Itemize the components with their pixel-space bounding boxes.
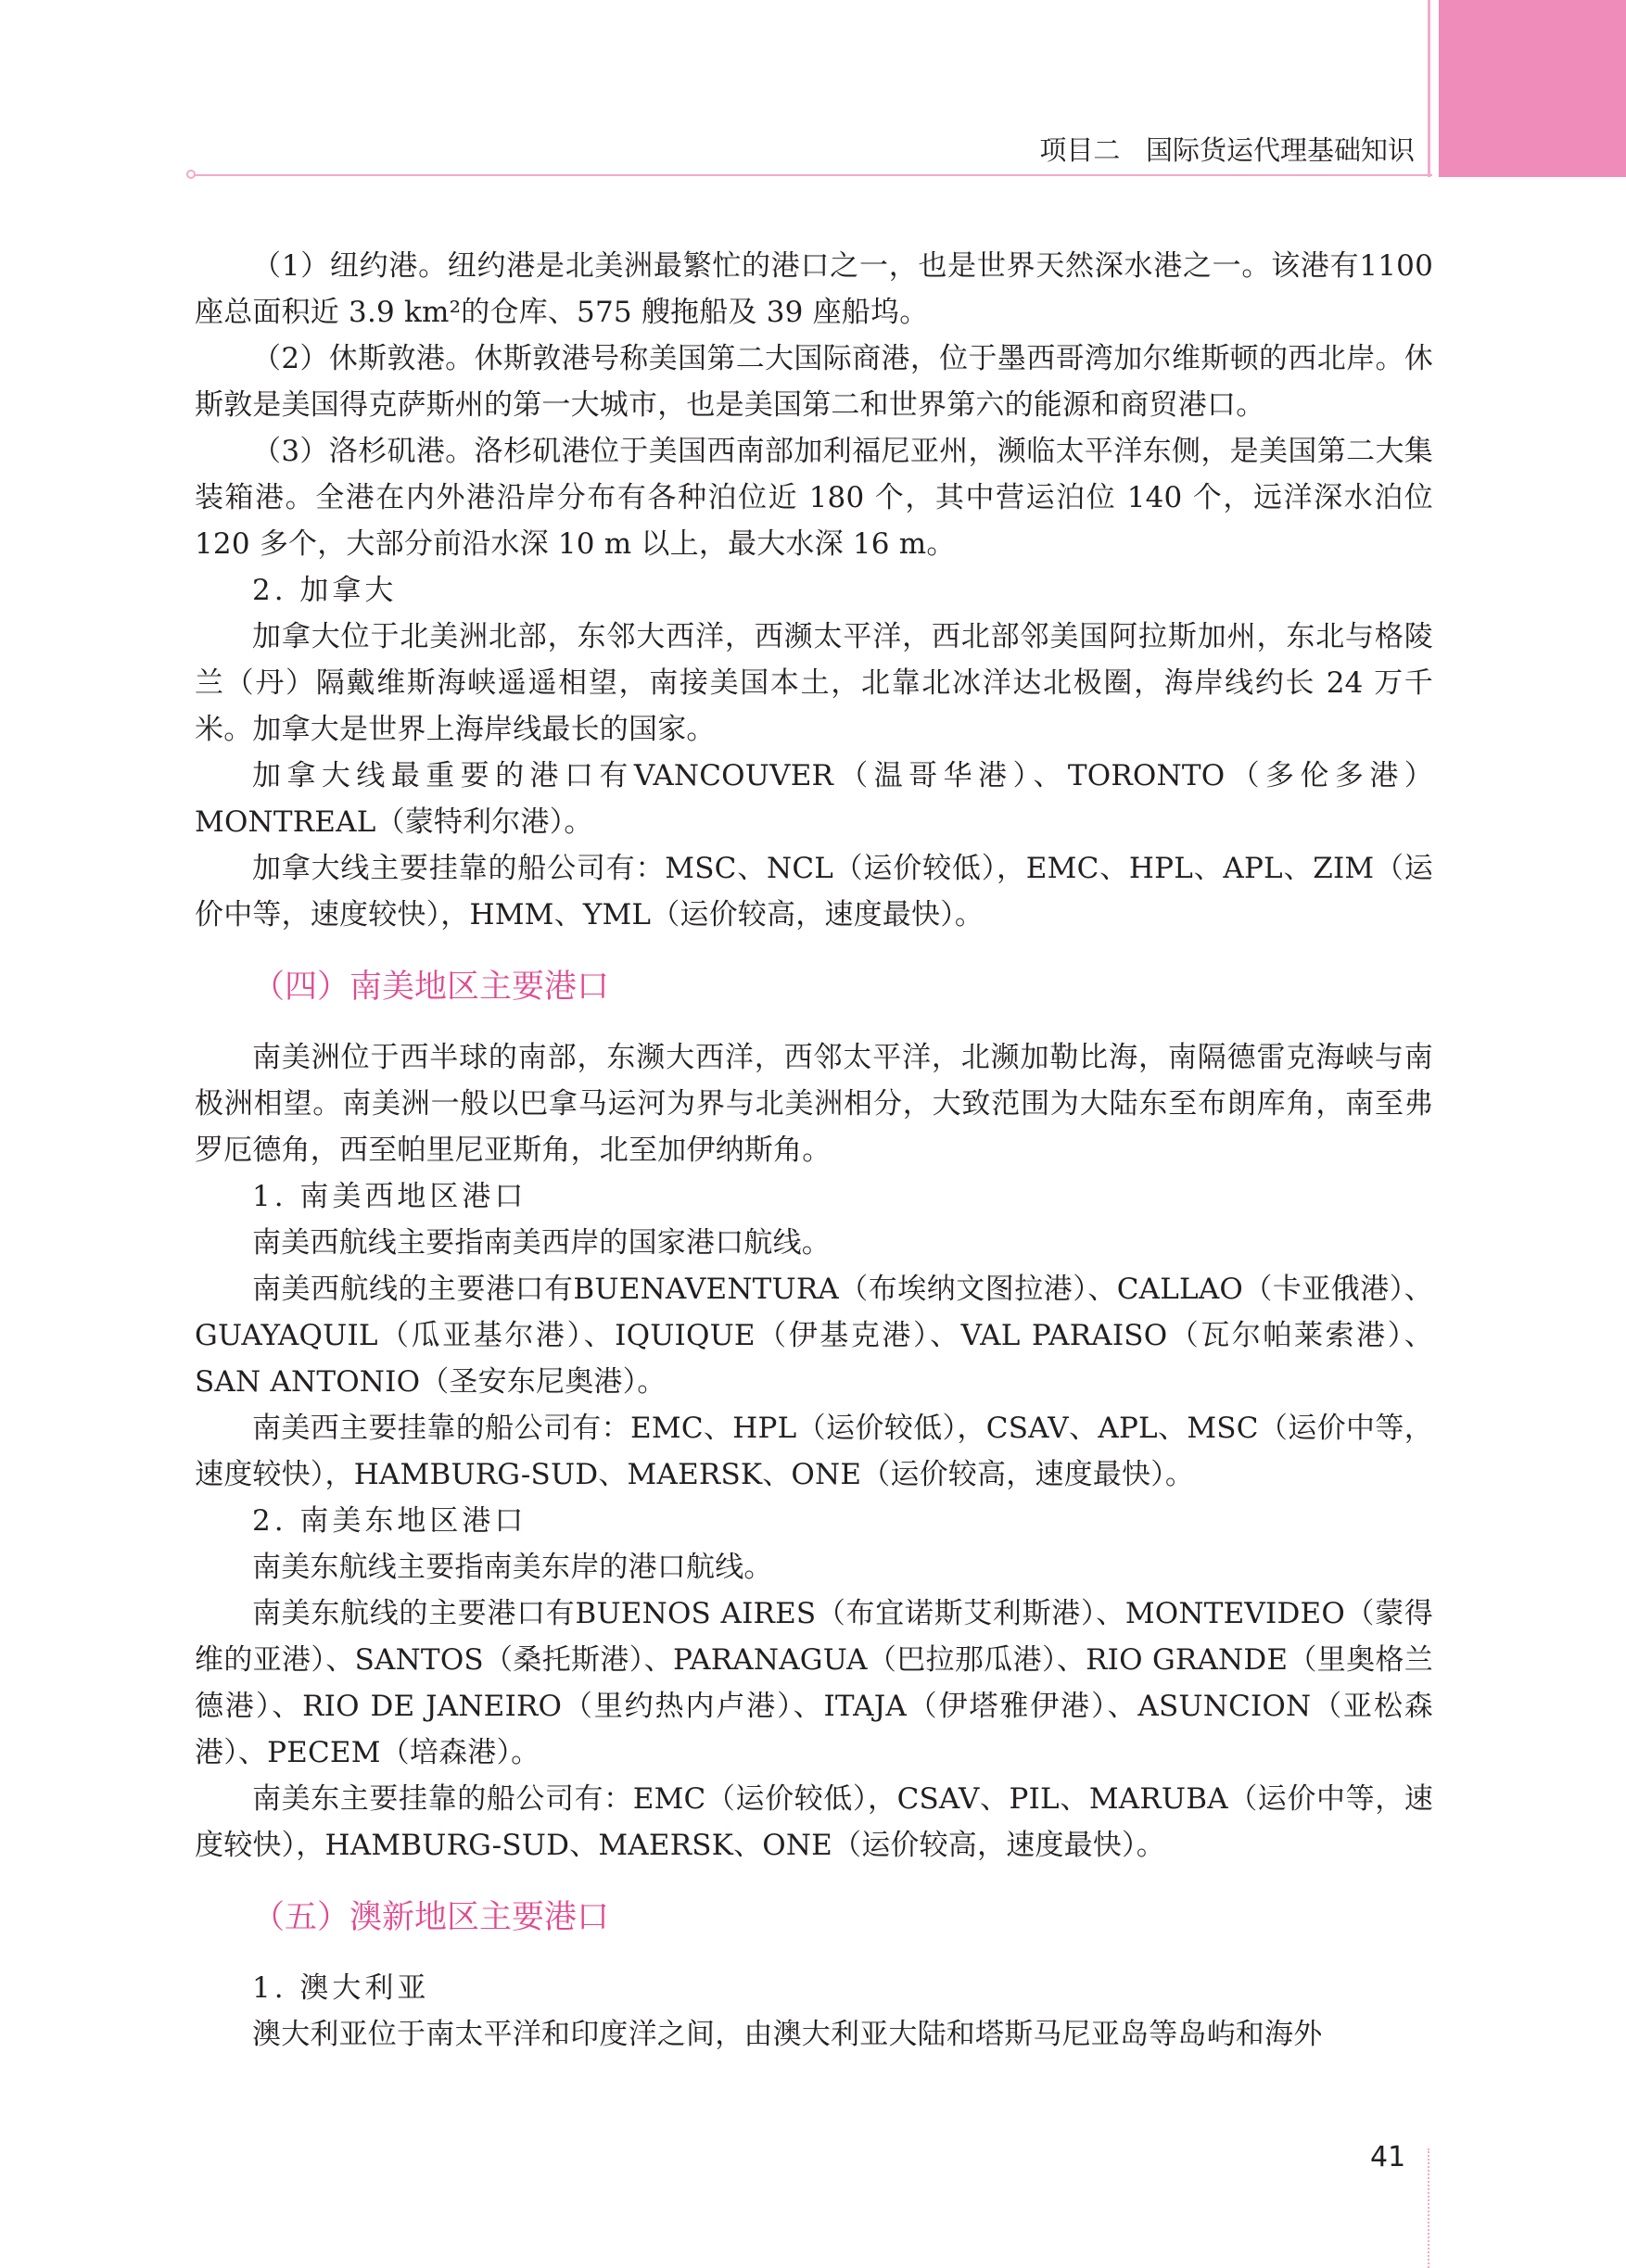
header-rule bbox=[195, 174, 1432, 176]
header-divider-line bbox=[1428, 0, 1430, 177]
paragraph-houston-port: （2）休斯敦港。休斯敦港号称美国第二大国际商港，位于墨西哥湾加尔维斯顿的西北岸。休斯敦是美国得克萨斯州的第一大城市，也是美国第二和世界第六的能源和商贸港口。 bbox=[195, 342, 1433, 422]
paragraph-sa-east-carriers: 南美东主要挂靠的船公司有：EMC（运价较低），CSAV、PIL、MARUBA（运价中等，速度较快），HAMBURG-SUD、MAERSK、ONE（运价较高，速度最快）。 bbox=[195, 1782, 1433, 1862]
footer-dotted-line bbox=[1428, 2148, 1429, 2268]
paragraph-canada-geography: 加拿大位于北美洲北部，东邻大西洋，西濒太平洋，西北部邻美国阿拉斯加州，东北与格陵兰（丹）隔戴维斯海峡遥遥相望，南接美国本土，北靠北冰洋达北极圈，海岸线约长 24 万千米。加拿大是世界上海岸线最长的国家。 bbox=[195, 620, 1433, 746]
running-head-title: 国际货运代理基础知识 bbox=[1145, 134, 1415, 166]
paragraph-sa-east-route: 南美东航线主要指南美东岸的港口航线。 bbox=[252, 1551, 773, 1584]
paragraph-sa-east-ports: 南美东航线的主要港口有BUENOS AIRES（布宜诺斯艾利斯港）、MONTEVIDEO（蒙得维的亚港）、SANTOS（桑托斯港）、PARANAGUA（巴拉那瓜港）、RIO GRANDE（里奥格兰德港）、RIO DE JANEIRO（里约热内卢港）、ITAJA（伊塔雅伊港）、ASUNCION（亚松森港）、PECEM（培森港）。 bbox=[195, 1597, 1433, 1769]
paragraph-canada-ports: 加拿大线最重要的港口有VANCOUVER（温哥华港）、TORONTO（多伦多港）MONTREAL（蒙特利尔港）。 bbox=[195, 759, 1433, 839]
paragraph-sa-west-ports: 南美西航线的主要港口有BUENAVENTURA（布埃纳文图拉港）、CALLAO（卡亚俄港）、GUAYAQUIL（瓜亚基尔港）、IQUIQUE（伊基克港）、VAL PARAISO（瓦尔帕莱索港）、SAN ANTONIO（圣安东尼奥港）。 bbox=[195, 1273, 1433, 1399]
running-head-project: 项目二 bbox=[1039, 134, 1121, 166]
subheading-canada: 2. 加拿大 bbox=[252, 574, 398, 607]
paragraph-sa-west-route: 南美西航线主要指南美西岸的国家港口航线。 bbox=[252, 1226, 831, 1260]
running-head bbox=[1039, 130, 1415, 168]
header-color-tab bbox=[1439, 0, 1626, 177]
subheading-south-america-east: 2. 南美东地区港口 bbox=[252, 1504, 527, 1538]
header-rule-dot bbox=[186, 170, 196, 179]
subheading-south-america-west: 1. 南美西地区港口 bbox=[252, 1180, 527, 1213]
paragraph-new-york-port: （1）纽约港。纽约港是北美洲最繁忙的港口之一，也是世界天然深水港之一。该港有1100 座总面积近 3.9 km²的仓库、575 艘拖船及 39 座船坞。 bbox=[195, 249, 1433, 329]
page-body bbox=[195, 243, 1433, 2058]
paragraph-sa-west-carriers: 南美西主要挂靠的船公司有：EMC、HPL（运价较低），CSAV、APL、MSC（运价中等，速度较快），HAMBURG-SUD、MAERSK、ONE（运价较高，速度最快）。 bbox=[195, 1412, 1433, 1491]
section-heading-oceania: （五）澳新地区主要港口 bbox=[252, 1899, 610, 1936]
subheading-australia: 1. 澳大利亚 bbox=[252, 1971, 430, 2005]
paragraph-los-angeles-port: （3）洛杉矶港。洛杉矶港位于美国西南部加利福尼亚州，濒临太平洋东侧，是美国第二大集装箱港。全港在内外港沿岸分布有各种泊位近 180 个，其中营运泊位 140 个，远洋深水泊位 120 多个，大部分前沿水深 10 m 以上，最大水深 16 m。 bbox=[195, 435, 1433, 561]
paragraph-canada-carriers: 加拿大线主要挂靠的船公司有：MSC、NCL（运价较低），EMC、HPL、APL、ZIM（运价中等，速度较快），HMM、YML（运价较高，速度最快）。 bbox=[195, 852, 1433, 931]
paragraph-south-america-geography: 南美洲位于西半球的南部，东濒大西洋，西邻太平洋，北濒加勒比海，南隔德雷克海峡与南极洲相望。南美洲一般以巴拿马运河为界与北美洲相分，大致范围为大陆东至布朗库角，南至弗罗厄德角，西至帕里尼亚斯角，北至加伊纳斯角。 bbox=[195, 1041, 1433, 1167]
paragraph-australia-geography: 澳大利亚位于南太平洋和印度洋之间，由澳大利亚大陆和塔斯马尼亚岛等岛屿和海外 bbox=[252, 2018, 1323, 2051]
section-heading-south-america: （四）南美地区主要港口 bbox=[252, 969, 610, 1006]
page-number: 41 bbox=[1370, 2141, 1406, 2173]
